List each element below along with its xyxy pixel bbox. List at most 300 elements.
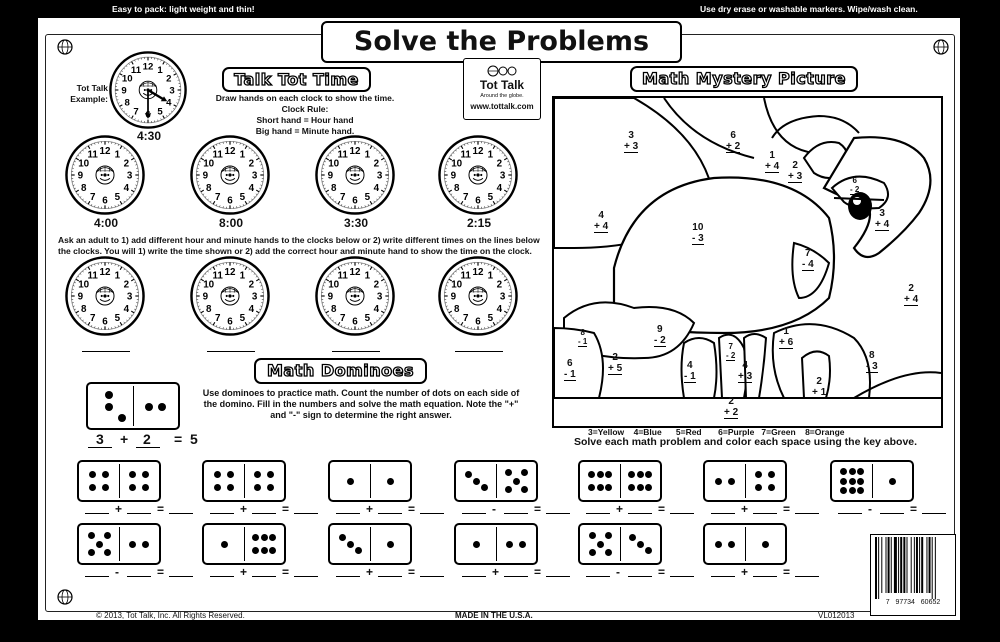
example-clock xyxy=(108,50,188,130)
domino-answer-blank[interactable] xyxy=(336,513,360,514)
domino-pip xyxy=(840,478,847,485)
svg-text:1: 1 xyxy=(239,270,246,282)
svg-text:7: 7 xyxy=(462,312,469,324)
svg-text:3: 3 xyxy=(499,291,506,303)
svg-text:12: 12 xyxy=(349,267,361,279)
domino-answer-blank[interactable] xyxy=(586,576,610,577)
svg-text:3: 3 xyxy=(126,170,133,182)
domino-pip xyxy=(605,471,612,478)
time-answer-line[interactable] xyxy=(455,351,503,352)
example-domino xyxy=(86,382,180,430)
math-problem[interactable]: 6 - 1 xyxy=(564,358,576,380)
svg-text:12: 12 xyxy=(472,146,484,158)
example-right-number: 2 xyxy=(143,431,151,447)
domino-answer-blank[interactable] xyxy=(795,576,819,577)
svg-text:2: 2 xyxy=(123,158,130,170)
svg-text:1: 1 xyxy=(114,270,121,282)
globe-icon xyxy=(56,588,74,606)
time-answer-line[interactable] xyxy=(332,351,380,352)
domino-operator: - xyxy=(616,565,620,579)
svg-text:10: 10 xyxy=(203,279,215,291)
example-equals: = xyxy=(174,431,183,447)
math-problem[interactable]: 3 + 4 xyxy=(875,208,890,230)
svg-text:6: 6 xyxy=(227,195,233,207)
svg-text:10: 10 xyxy=(203,158,215,170)
domino xyxy=(703,460,787,502)
domino-answer-blank[interactable] xyxy=(127,513,151,514)
math-problem[interactable]: 2 + 5 xyxy=(608,352,623,374)
svg-text:4: 4 xyxy=(373,303,380,315)
domino-pip xyxy=(840,468,847,475)
domino-answer-blank[interactable] xyxy=(753,513,777,514)
domino-answer-blank[interactable] xyxy=(378,513,402,514)
domino-pip xyxy=(629,534,636,541)
domino-pip xyxy=(521,469,528,476)
domino-pip xyxy=(889,478,896,485)
domino-pip xyxy=(104,532,111,539)
svg-text:7: 7 xyxy=(214,312,221,324)
svg-text:5: 5 xyxy=(157,106,163,118)
domino-equals: = xyxy=(534,502,542,516)
domino-pip xyxy=(768,471,775,478)
svg-text:4: 4 xyxy=(496,303,503,315)
domino-answer-blank[interactable] xyxy=(420,513,444,514)
domino-answer-blank[interactable] xyxy=(628,576,652,577)
globe-icon xyxy=(486,64,518,78)
domino-pip xyxy=(102,471,109,478)
domino-operator: - xyxy=(868,502,872,516)
clock-time-label: 3:30 xyxy=(343,216,369,230)
domino-pip xyxy=(473,541,480,548)
svg-text:11: 11 xyxy=(87,270,98,282)
domino-answer-blank[interactable] xyxy=(670,513,694,514)
svg-text:5: 5 xyxy=(364,191,371,203)
svg-text:7: 7 xyxy=(89,191,96,203)
domino-pip xyxy=(89,484,96,491)
math-problem[interactable]: 8 - 3 xyxy=(866,350,878,372)
svg-text:8: 8 xyxy=(205,182,212,194)
domino-pip xyxy=(227,471,234,478)
example-answer-line xyxy=(88,447,112,448)
domino-equals: = xyxy=(658,502,666,516)
svg-text:10: 10 xyxy=(451,279,463,291)
domino xyxy=(578,523,662,565)
domino xyxy=(77,523,161,565)
domino-pip xyxy=(637,484,644,491)
svg-text:8: 8 xyxy=(330,182,337,194)
domino-answer-blank[interactable] xyxy=(85,576,109,577)
domino-pip xyxy=(347,541,354,548)
svg-text:9: 9 xyxy=(121,85,127,97)
domino-pip xyxy=(755,471,762,478)
color-key: 3=Yellow 4=Blue 5=Red 6=Purple 7=Green 8=Orange xyxy=(588,427,845,437)
domino-pip xyxy=(129,471,136,478)
svg-text:9: 9 xyxy=(327,291,334,303)
domino-equals: = xyxy=(157,502,165,516)
domino-answer-blank[interactable] xyxy=(294,576,318,577)
domino-pip xyxy=(605,484,612,491)
math-problem[interactable]: 9 - 2 xyxy=(654,324,666,346)
domino-pip xyxy=(513,478,520,485)
domino-pip xyxy=(102,484,109,491)
math-problem[interactable]: 4 + 4 xyxy=(594,210,609,232)
svg-text:8: 8 xyxy=(453,182,460,194)
domino-answer-blank[interactable] xyxy=(546,513,570,514)
clock-face[interactable] xyxy=(189,134,271,216)
domino-pip xyxy=(589,532,596,539)
logo-name: Tot Talk xyxy=(479,78,525,92)
svg-text:9: 9 xyxy=(450,291,457,303)
domino xyxy=(830,460,914,502)
domino-operator: - xyxy=(492,502,496,516)
domino-pip xyxy=(347,478,354,485)
domino-pip xyxy=(142,541,149,548)
domino-equals: = xyxy=(658,565,666,579)
clock-time-label: 8:00 xyxy=(218,216,244,230)
domino-operator: + xyxy=(366,502,374,516)
domino-pip xyxy=(505,486,512,493)
math-problem[interactable]: 7 - 2 xyxy=(726,342,736,360)
svg-text:4: 4 xyxy=(248,303,255,315)
domino-answer-blank[interactable] xyxy=(922,513,946,514)
svg-text:9: 9 xyxy=(450,170,457,182)
math-problem[interactable]: 1 + 4 xyxy=(765,150,780,172)
svg-text:12: 12 xyxy=(472,267,484,279)
math-problem[interactable]: 6 - 2 xyxy=(850,176,860,194)
domino-answer-blank[interactable] xyxy=(838,513,862,514)
domino xyxy=(328,460,412,502)
domino-pip xyxy=(339,534,346,541)
domino-equals: = xyxy=(408,565,416,579)
clock-face[interactable] xyxy=(64,134,146,216)
svg-text:1: 1 xyxy=(487,270,494,282)
domino-answer-blank[interactable] xyxy=(546,576,570,577)
domino-pip xyxy=(252,534,259,541)
domino-equals: = xyxy=(157,565,165,579)
domino-pip xyxy=(588,471,595,478)
math-problem[interactable]: 4 + 3 xyxy=(738,360,753,382)
domino-pip xyxy=(762,541,769,548)
domino-pip xyxy=(637,541,644,548)
svg-text:8: 8 xyxy=(205,303,212,315)
domino-pip xyxy=(715,478,722,485)
domino-pip xyxy=(857,478,864,485)
domino-pip xyxy=(728,541,735,548)
domino-pip xyxy=(645,471,652,478)
domino-pip xyxy=(355,547,362,554)
domino-equals: = xyxy=(534,565,542,579)
domino-answer-blank[interactable] xyxy=(795,513,819,514)
svg-text:6: 6 xyxy=(475,316,481,328)
domino-pip xyxy=(254,471,261,478)
svg-text:2: 2 xyxy=(496,158,503,170)
domino xyxy=(328,523,412,565)
svg-text:11: 11 xyxy=(460,270,471,282)
top-right-note: Use dry erase or washable markers. Wipe/wash clean. xyxy=(700,4,918,14)
domino-answer-blank[interactable] xyxy=(462,576,486,577)
example-answer-line xyxy=(136,447,160,448)
domino-answer-blank[interactable] xyxy=(586,513,610,514)
domino xyxy=(703,523,787,565)
math-problem[interactable]: 7 - 4 xyxy=(802,248,814,270)
svg-text:7: 7 xyxy=(339,312,346,324)
domino-answer-blank[interactable] xyxy=(462,513,486,514)
made-in-text: MADE IN THE U.S.A. xyxy=(455,611,533,620)
domino-equals: = xyxy=(408,502,416,516)
svg-text:11: 11 xyxy=(337,270,348,282)
domino-pip xyxy=(597,541,604,548)
svg-text:10: 10 xyxy=(451,158,463,170)
domino-pip xyxy=(221,541,228,548)
svg-text:2: 2 xyxy=(373,279,380,291)
domino-answer-blank[interactable] xyxy=(711,576,735,577)
domino-pip xyxy=(637,471,644,478)
domino-pip xyxy=(473,478,480,485)
logo-tagline: Around the globe. xyxy=(480,93,524,99)
domino-pip xyxy=(505,469,512,476)
domino-pip xyxy=(387,478,394,485)
example-result: 5 xyxy=(190,431,198,447)
svg-text:9: 9 xyxy=(202,170,209,182)
domino-pip xyxy=(506,541,513,548)
svg-text:11: 11 xyxy=(87,149,98,161)
domino-pip xyxy=(214,471,221,478)
logo-url: www.tottalk.com xyxy=(470,102,534,111)
domino-operator: + xyxy=(366,565,374,579)
clock-face[interactable] xyxy=(314,255,396,337)
domino-pip xyxy=(129,541,136,548)
domino-answer-blank[interactable] xyxy=(670,576,694,577)
domino-answer-blank[interactable] xyxy=(753,576,777,577)
barcode xyxy=(870,534,956,616)
svg-text:12: 12 xyxy=(224,146,236,158)
svg-text:3: 3 xyxy=(376,170,383,182)
domino-pip xyxy=(849,487,856,494)
svg-text:5: 5 xyxy=(239,312,246,324)
svg-text:3: 3 xyxy=(251,291,258,303)
domino-pip xyxy=(521,486,528,493)
domino-answer-blank[interactable] xyxy=(294,513,318,514)
time-answer-line[interactable] xyxy=(207,351,255,352)
svg-text:3: 3 xyxy=(376,291,383,303)
svg-text:12: 12 xyxy=(99,267,111,279)
svg-text:11: 11 xyxy=(460,149,471,161)
math-problem[interactable]: 2 + 1 xyxy=(812,376,827,398)
domino-answer-blank[interactable] xyxy=(252,576,276,577)
domino-pip xyxy=(857,468,864,475)
svg-text:7: 7 xyxy=(214,191,221,203)
domino xyxy=(77,460,161,502)
domino-operator: + xyxy=(741,565,749,579)
svg-text:1: 1 xyxy=(114,149,121,161)
example-operator: + xyxy=(120,431,129,447)
clock-face[interactable] xyxy=(437,134,519,216)
example-left-number: 3 xyxy=(96,431,104,447)
svg-text:3: 3 xyxy=(126,291,133,303)
svg-text:10: 10 xyxy=(78,158,90,170)
svg-text:6: 6 xyxy=(227,316,233,328)
domino-pip xyxy=(227,484,234,491)
domino-pip xyxy=(519,541,526,548)
domino-pip xyxy=(267,471,274,478)
svg-text:5: 5 xyxy=(487,191,494,203)
svg-text:6: 6 xyxy=(102,195,108,207)
domino-answer-blank[interactable] xyxy=(210,513,234,514)
svg-text:2: 2 xyxy=(248,279,255,291)
svg-text:1: 1 xyxy=(239,149,246,161)
svg-text:2: 2 xyxy=(373,158,380,170)
clock-face[interactable] xyxy=(189,255,271,337)
domino-pip xyxy=(840,487,847,494)
domino-answer-blank[interactable] xyxy=(252,513,276,514)
svg-text:5: 5 xyxy=(487,312,494,324)
adult-instructions: Ask an adult to 1) add different hour and minute hands to the clocks below or 2) write different times on the lines below the clocks. You will 1) write the time shown or 2) add the correct hour and minute hand to show the time on the clock. xyxy=(58,235,540,256)
domino-pip xyxy=(645,547,652,554)
svg-text:8: 8 xyxy=(330,303,337,315)
domino-pip xyxy=(252,547,259,554)
svg-text:9: 9 xyxy=(77,170,84,182)
dominoes-section-title: Math Dominoes xyxy=(254,358,427,384)
domino-answer-blank[interactable] xyxy=(378,576,402,577)
domino-pip xyxy=(715,541,722,548)
domino-operator: + xyxy=(741,502,749,516)
example-label: Tot Talk Example: xyxy=(70,83,108,104)
domino-pip xyxy=(269,547,276,554)
domino-answer-blank[interactable] xyxy=(127,576,151,577)
mystery-instructions: Solve each math problem and color each space using the key above. xyxy=(573,436,918,448)
svg-text:8: 8 xyxy=(80,303,87,315)
domino-operator: + xyxy=(115,502,123,516)
svg-text:4: 4 xyxy=(123,182,130,194)
domino-answer-blank[interactable] xyxy=(504,513,528,514)
clock-face[interactable] xyxy=(437,255,519,337)
domino-pip xyxy=(142,484,149,491)
clock-time-label: 4:00 xyxy=(93,216,119,230)
domino-pip xyxy=(857,487,864,494)
svg-text:5: 5 xyxy=(239,191,246,203)
domino-pip xyxy=(849,478,856,485)
svg-text:11: 11 xyxy=(212,149,223,161)
svg-text:12: 12 xyxy=(349,146,361,158)
time-answer-line[interactable] xyxy=(82,351,130,352)
domino-answer-blank[interactable] xyxy=(628,513,652,514)
domino-pip xyxy=(645,484,652,491)
svg-text:3: 3 xyxy=(169,85,175,97)
domino-pip xyxy=(588,484,595,491)
mystery-picture[interactable] xyxy=(552,96,943,428)
math-problem[interactable]: 2 + 3 xyxy=(788,160,803,182)
svg-text:6: 6 xyxy=(475,195,481,207)
math-problem[interactable]: 6 + 2 xyxy=(726,130,741,152)
barcode-bars xyxy=(871,537,955,599)
math-problem[interactable]: 8 - 1 xyxy=(578,328,588,346)
domino xyxy=(202,460,286,502)
svg-text:1: 1 xyxy=(364,270,371,282)
domino-pip xyxy=(261,547,268,554)
domino-pip xyxy=(142,471,149,478)
domino-pip xyxy=(104,549,111,556)
domino-pip xyxy=(768,484,775,491)
mystery-section-title: Math Mystery Picture xyxy=(630,66,858,92)
domino-answer-blank[interactable] xyxy=(169,576,193,577)
domino-pip xyxy=(605,532,612,539)
domino-pip xyxy=(269,534,276,541)
time-instructions: Draw hands on each clock to show the time. Clock Rule: Short hand = Hour hand Big hand = Minute hand. xyxy=(215,93,395,136)
domino-pip xyxy=(88,549,95,556)
svg-text:1: 1 xyxy=(157,64,163,76)
domino xyxy=(578,460,662,502)
domino-answer-blank[interactable] xyxy=(85,513,109,514)
domino-equals: = xyxy=(282,565,290,579)
svg-text:11: 11 xyxy=(337,149,348,161)
math-problem[interactable]: 10 - 3 xyxy=(692,222,704,244)
domino xyxy=(454,460,538,502)
domino-pip xyxy=(605,549,612,556)
svg-text:8: 8 xyxy=(80,182,87,194)
svg-text:11: 11 xyxy=(130,64,142,76)
svg-text:10: 10 xyxy=(121,73,133,85)
math-problem[interactable]: 4 - 1 xyxy=(684,360,696,382)
domino-pip xyxy=(728,478,735,485)
svg-text:4: 4 xyxy=(248,182,255,194)
svg-text:6: 6 xyxy=(102,316,108,328)
domino-answer-blank[interactable] xyxy=(210,576,234,577)
svg-text:2: 2 xyxy=(496,279,503,291)
domino-operator: + xyxy=(240,502,248,516)
svg-text:1: 1 xyxy=(487,149,494,161)
svg-text:7: 7 xyxy=(462,191,469,203)
copyright-text: © 2013, Tot Talk, Inc. All Rights Reserved. xyxy=(96,611,245,620)
domino-pip xyxy=(589,549,596,556)
domino-pip xyxy=(88,532,95,539)
domino-equals: = xyxy=(282,502,290,516)
clock-face[interactable] xyxy=(64,255,146,337)
domino-pip xyxy=(129,484,136,491)
domino-pip xyxy=(849,468,856,475)
clock-face[interactable] xyxy=(314,134,396,216)
domino-answer-blank[interactable] xyxy=(711,513,735,514)
domino-pip xyxy=(755,484,762,491)
svg-text:2: 2 xyxy=(166,73,172,85)
domino-pip xyxy=(261,534,268,541)
domino-equals: = xyxy=(910,502,918,516)
domino-pip xyxy=(254,484,261,491)
domino-answer-blank[interactable] xyxy=(420,576,444,577)
svg-text:5: 5 xyxy=(114,312,121,324)
svg-text:4: 4 xyxy=(166,97,172,109)
svg-text:11: 11 xyxy=(212,270,223,282)
domino-pip xyxy=(267,484,274,491)
svg-text:3: 3 xyxy=(499,170,506,182)
globe-icon xyxy=(932,38,950,56)
domino-pip xyxy=(628,484,635,491)
domino-operator: + xyxy=(616,502,624,516)
domino-answer-blank[interactable] xyxy=(336,576,360,577)
domino-pip xyxy=(89,471,96,478)
domino-answer-blank[interactable] xyxy=(504,576,528,577)
top-left-note: Easy to pack: light weight and thin! xyxy=(112,4,255,14)
math-problem[interactable]: 2 + 4 xyxy=(904,283,919,305)
domino-answer-blank[interactable] xyxy=(169,513,193,514)
math-problem[interactable]: 1 + 6 xyxy=(779,326,794,348)
svg-text:9: 9 xyxy=(327,170,334,182)
math-problem[interactable]: 2 + 2 xyxy=(724,396,739,418)
svg-text:4: 4 xyxy=(496,182,503,194)
svg-text:8: 8 xyxy=(124,97,130,109)
domino-pip xyxy=(481,484,488,491)
math-problem[interactable]: 3 + 3 xyxy=(624,130,639,152)
domino-answer-blank[interactable] xyxy=(880,513,904,514)
